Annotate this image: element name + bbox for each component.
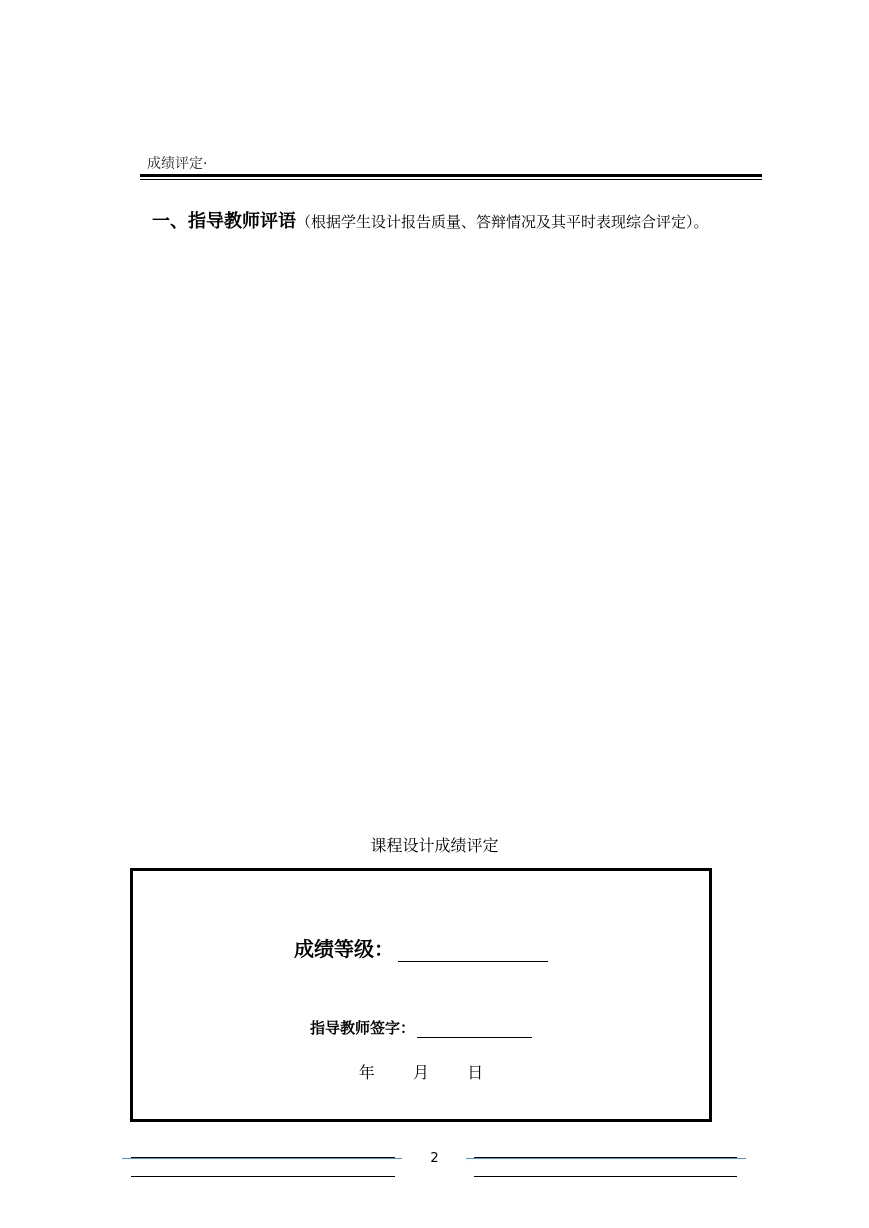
footer-rule-right-bottom [474, 1176, 737, 1177]
evaluation-title: 课程设计成绩评定 [370, 836, 499, 855]
section-title: 一、指导教师评语 [152, 211, 296, 232]
page-number: 2 [430, 1151, 439, 1166]
signature-row [133, 1017, 709, 1038]
footer-rule-right-top [474, 1157, 737, 1158]
signature-blank [417, 1019, 532, 1038]
grade-row [133, 933, 709, 962]
grade-blank [398, 939, 548, 962]
advisor-comment-section [132, 205, 752, 239]
signature-label: 指导教师签字： [309, 1019, 415, 1037]
date-row [133, 1060, 709, 1083]
footer-rule-left-bottom [131, 1176, 395, 1177]
grade-label: 成绩等级： [294, 937, 394, 961]
month-label: 月 [412, 1063, 429, 1082]
header-rule [140, 174, 762, 177]
header-rule-thin [140, 179, 762, 180]
footer-accent-right [466, 1158, 746, 1159]
day-label: 日 [467, 1063, 484, 1082]
header-title: 成绩评定· [147, 156, 208, 172]
evaluation-box [130, 868, 712, 1122]
section-note: （根据学生设计报告质量、答辩情况及其平时表现综合评定）。 [296, 213, 709, 231]
year-label: 年 [358, 1063, 375, 1082]
